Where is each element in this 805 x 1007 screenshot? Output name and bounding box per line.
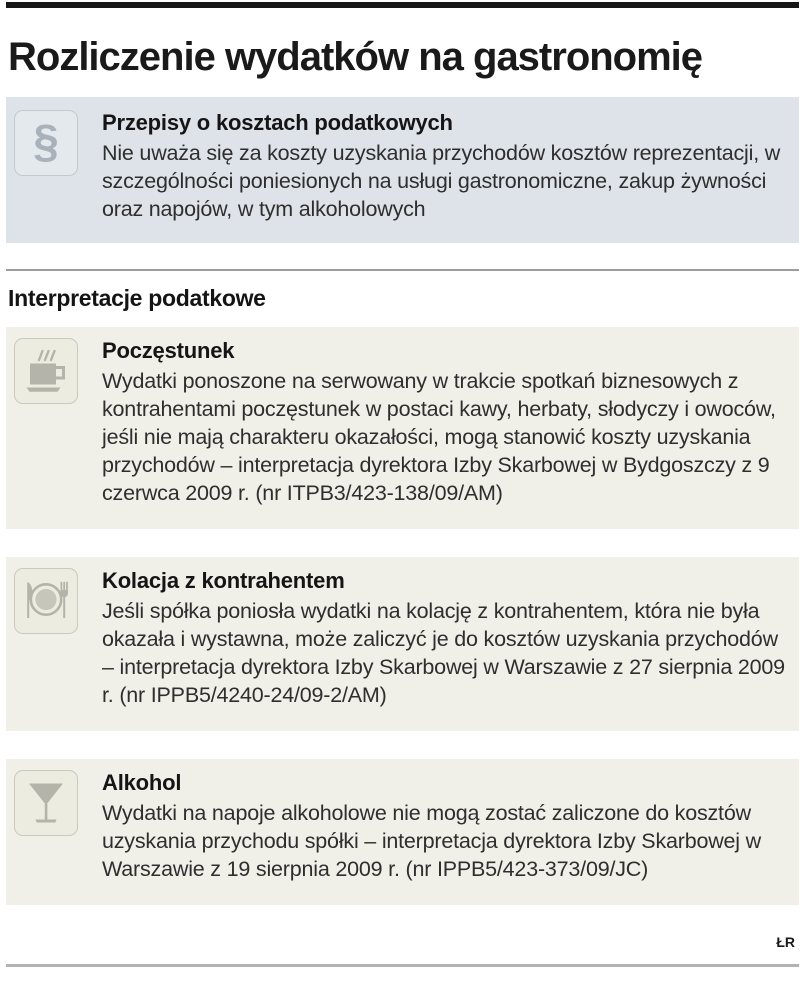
law-box [6,97,799,243]
law-box-text: Nie uważa się za koszty uzyskania przychodów kosztów reprezentacji, w szczególności poniesionych na usługi gastronomiczne, zakup żywności oraz napojów, w tym alkoholowych [102,141,781,221]
item-title: Alkohol [102,770,182,795]
item-content [102,338,791,507]
item-text: Wydatki na napoje alkoholowe nie mogą zostać zaliczone do kosztów uzyskania przychodu spółki – interpretacja dyrektora Izby Skarbowej w Warszawie z 19 sierpnia 2009 r. (nr IPPB5/423-373/09/JC) [102,801,761,881]
interpretation-item-alkohol [6,759,799,905]
law-box-content [102,110,791,223]
item-title: Poczęstunek [102,338,235,363]
law-box-title: Przepisy o kosztach podatkowych [102,110,453,135]
paragraph-icon [14,110,78,176]
interpretation-item-poczestunek [6,327,799,529]
item-title: Kolacja z kontrahentem [102,568,345,593]
section-heading: Interpretacje podatkowe [8,285,266,311]
coffee-cup-icon [14,338,78,404]
item-text: Wydatki ponoszone na serwowany w trakcie spotkań biznesowych z kontrahentami poczęstunek w postaci kawy, herbaty, słodyczy i owoców, jeśli nie mają charakteru okazałości, mogą stanowić koszty uzyskania przychodów – interpretacja dyrektora Izby Skarbowej w Bydgoszczy z 9 czerwca 2009 r. (nr ITPB3/423-138/09/AM) [102,369,776,505]
item-content [102,770,791,883]
page-title: Rozliczenie wydatków na gastronomię [8,35,703,79]
top-rule [6,2,799,8]
bottom-rule [6,964,799,967]
item-content [102,568,791,709]
interpretation-item-kolacja [6,557,799,731]
paragraph-glyph: § [33,115,59,167]
section-divider [6,269,799,271]
infographic-page [0,2,805,967]
cocktail-glass-icon [14,770,78,836]
author-credit: ŁR [776,934,795,950]
plate-cutlery-icon [14,568,78,634]
item-text: Jeśli spółka poniosła wydatki na kolację z kontrahentem, która nie była okazała i wystawna, może zaliczyć je do kosztów uzyskania przychodów – interpretacja dyrektora Izby Skarbowej w Warszawie z 27 sierpnia 2009 r. (nr IPPB5/4240-24/09-2/AM) [102,599,785,707]
